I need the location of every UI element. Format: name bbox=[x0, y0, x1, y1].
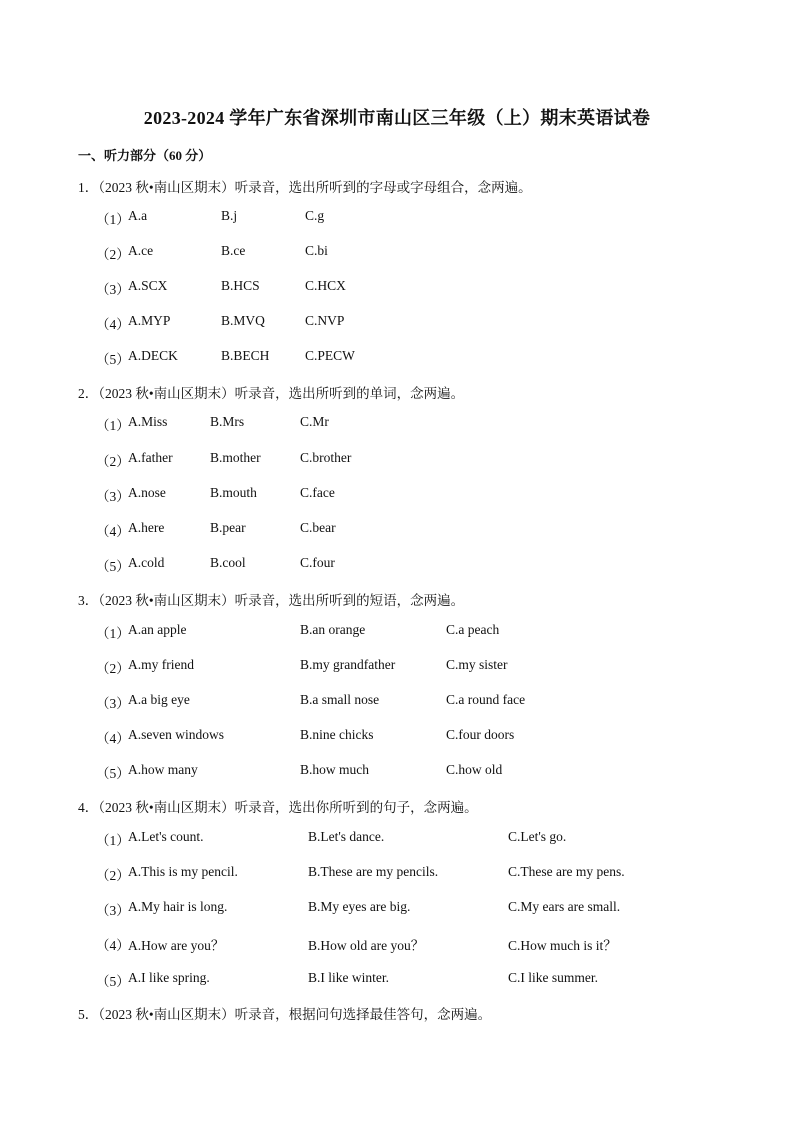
item-number: （3） bbox=[96, 696, 130, 711]
question-3-stem: 3．（2023 秋•南山区期末）听录音，选出所听到的短语，念两遍。 bbox=[78, 593, 465, 608]
item-number: （4） bbox=[96, 524, 130, 539]
option-b: B.pear bbox=[210, 520, 246, 535]
item-number: （1） bbox=[96, 626, 130, 641]
option-a: A.an apple bbox=[128, 622, 187, 637]
option-a: A.cold bbox=[128, 555, 165, 570]
option-b: B.BECH bbox=[221, 348, 270, 363]
item-number: （1） bbox=[96, 212, 130, 227]
option-a: A.a bbox=[128, 208, 148, 223]
option-b: B.mother bbox=[210, 450, 261, 465]
option-c: C.Let's go. bbox=[508, 829, 567, 844]
item-number: （5） bbox=[96, 974, 130, 989]
option-b: B.I like winter. bbox=[308, 970, 389, 985]
option-b: B.a small nose bbox=[300, 692, 380, 707]
option-b: B.how much bbox=[300, 762, 369, 777]
option-c: C.face bbox=[300, 485, 335, 500]
item-number: （2） bbox=[96, 247, 130, 262]
option-b: B.My eyes are big. bbox=[308, 899, 411, 914]
question-1-stem: 1．（2023 秋•南山区期末）听录音，选出所听到的字母或字母组合，念两遍。 bbox=[78, 180, 532, 195]
option-a: A.my friend bbox=[128, 657, 194, 672]
option-c: C.PECW bbox=[305, 348, 355, 363]
item-number: （1） bbox=[96, 833, 130, 848]
item-number: （4） bbox=[96, 938, 130, 953]
item-number: （5） bbox=[96, 559, 130, 574]
option-b: B.How old are you？ bbox=[308, 938, 425, 953]
item-number: （2） bbox=[96, 661, 130, 676]
item-number: （3） bbox=[96, 903, 130, 918]
option-a: A.how many bbox=[128, 762, 198, 777]
option-b: B.Let's dance. bbox=[308, 829, 385, 844]
item-number: （4） bbox=[96, 731, 130, 746]
option-a: A.This is my pencil. bbox=[128, 864, 238, 879]
question-5-stem: 5．（2023 秋•南山区期末）听录音，根据问句选择最佳答句，念两遍。 bbox=[78, 1007, 492, 1022]
option-c: C.I like summer. bbox=[508, 970, 598, 985]
exam-title: 2023-2024 学年广东省深圳市南山区三年级（上）期末英语试卷 bbox=[143, 108, 651, 128]
option-a: A.How are you？ bbox=[128, 938, 225, 953]
option-b: B.an orange bbox=[300, 622, 366, 637]
option-b: B.cool bbox=[210, 555, 246, 570]
option-b: B.Mrs bbox=[210, 414, 245, 429]
option-a: A.Let's count. bbox=[128, 829, 204, 844]
option-a: A.here bbox=[128, 520, 165, 535]
option-c: C.four doors bbox=[446, 727, 515, 742]
question-4-stem: 4．（2023 秋•南山区期末）听录音，选出你所听到的句子，念两遍。 bbox=[78, 800, 478, 815]
item-number: （2） bbox=[96, 454, 130, 469]
option-c: C.bear bbox=[300, 520, 336, 535]
option-a: A.father bbox=[128, 450, 173, 465]
option-c: C.bi bbox=[305, 243, 328, 258]
item-number: （3） bbox=[96, 282, 130, 297]
option-a: A.a big eye bbox=[128, 692, 190, 707]
option-c: C.a peach bbox=[446, 622, 500, 637]
item-number: （4） bbox=[96, 317, 130, 332]
option-b: B.my grandfather bbox=[300, 657, 396, 672]
option-c: C.how old bbox=[446, 762, 503, 777]
option-c: C.HCX bbox=[305, 278, 346, 293]
option-a: A.Miss bbox=[128, 414, 168, 429]
option-b: B.HCS bbox=[221, 278, 260, 293]
option-c: C.g bbox=[305, 208, 325, 223]
option-b: B.ce bbox=[221, 243, 246, 258]
option-c: C.brother bbox=[300, 450, 352, 465]
option-a: A.ce bbox=[128, 243, 154, 258]
option-b: B.These are my pencils. bbox=[308, 864, 439, 879]
option-c: C.How much is it？ bbox=[508, 938, 617, 953]
option-a: A.I like spring. bbox=[128, 970, 210, 985]
option-a: A.DECK bbox=[128, 348, 178, 363]
option-a: A.My hair is long. bbox=[128, 899, 228, 914]
option-b: B.nine chicks bbox=[300, 727, 374, 742]
item-number: （3） bbox=[96, 489, 130, 504]
option-c: C.four bbox=[300, 555, 335, 570]
item-number: （2） bbox=[96, 868, 130, 883]
option-c: C.a round face bbox=[446, 692, 526, 707]
option-c: C.These are my pens. bbox=[508, 864, 625, 879]
option-b: B.MVQ bbox=[221, 313, 265, 328]
option-b: B.mouth bbox=[210, 485, 257, 500]
option-a: A.seven windows bbox=[128, 727, 224, 742]
option-a: A.MYP bbox=[128, 313, 171, 328]
item-number: （5） bbox=[96, 766, 130, 781]
item-number: （1） bbox=[96, 418, 130, 433]
option-a: A.SCX bbox=[128, 278, 168, 293]
option-c: C.NVP bbox=[305, 313, 345, 328]
section-heading: 一、听力部分（60 分） bbox=[78, 148, 212, 163]
option-c: C.Mr bbox=[300, 414, 329, 429]
option-b: B.j bbox=[221, 208, 238, 223]
item-number: （5） bbox=[96, 352, 130, 367]
question-2-stem: 2．（2023 秋•南山区期末）听录音，选出所听到的单词，念两遍。 bbox=[78, 386, 465, 401]
option-c: C.My ears are small. bbox=[508, 899, 621, 914]
option-a: A.nose bbox=[128, 485, 166, 500]
option-c: C.my sister bbox=[446, 657, 508, 672]
